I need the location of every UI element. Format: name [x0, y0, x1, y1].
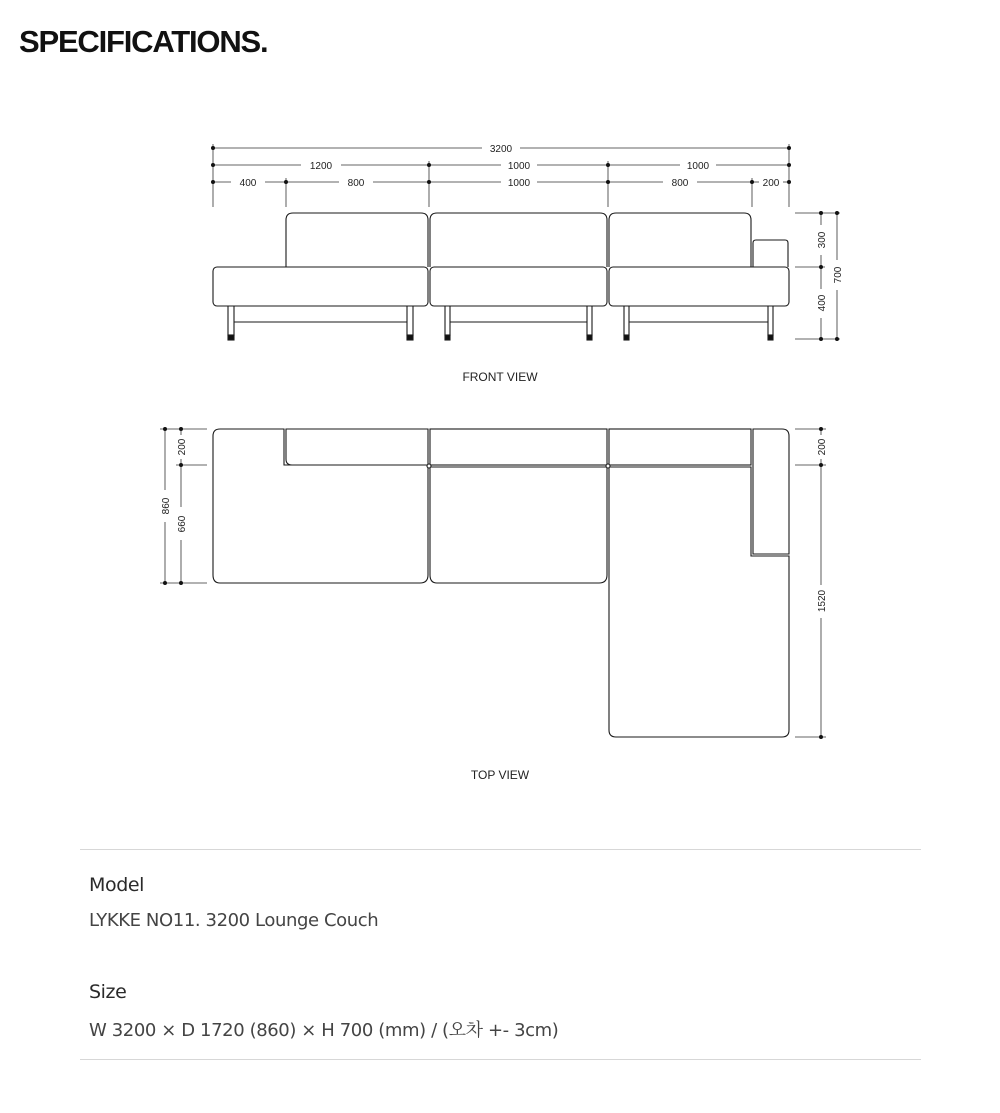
size-value: W 3200 × D 1720 (860) × H 700 (mm) / (오차 +- 3cm): [89, 1020, 559, 1041]
dim-chaise-length: 1520: [817, 589, 828, 613]
top-view-sofa: [213, 429, 789, 737]
top-depth-dimensions-right: [795, 429, 826, 737]
dim-segment-4: 800: [671, 178, 689, 189]
dim-total-height: 700: [833, 266, 844, 284]
model-value: LYKKE NO11. 3200 Lounge Couch: [89, 910, 379, 931]
dim-back-depth-left: 200: [177, 438, 188, 456]
dim-segment-1: 400: [239, 178, 257, 189]
divider-top: [80, 849, 921, 850]
dim-segment-5: 200: [762, 178, 780, 189]
dim-module-1: 1200: [309, 161, 333, 172]
dim-seat-depth: 660: [177, 515, 188, 533]
model-label: Model: [89, 874, 145, 896]
dim-overall-width: 3200: [489, 144, 513, 155]
dim-module-2: 1000: [507, 161, 531, 172]
front-view-sofa: [213, 213, 789, 340]
top-view-label: TOP VIEW: [470, 768, 530, 782]
dim-module-3: 1000: [686, 161, 710, 172]
dim-back-depth-right: 200: [817, 438, 828, 456]
size-label: Size: [89, 981, 127, 1003]
dim-back-height: 300: [817, 231, 828, 249]
dim-segment-2: 800: [347, 178, 365, 189]
page-title: SPECIFICATIONS.: [19, 24, 268, 59]
dim-seat-height: 400: [817, 294, 828, 312]
front-view-label: FRONT VIEW: [462, 370, 538, 384]
divider-bottom: [80, 1059, 921, 1060]
dim-segment-3: 1000: [507, 178, 531, 189]
dim-total-depth: 860: [161, 497, 172, 515]
